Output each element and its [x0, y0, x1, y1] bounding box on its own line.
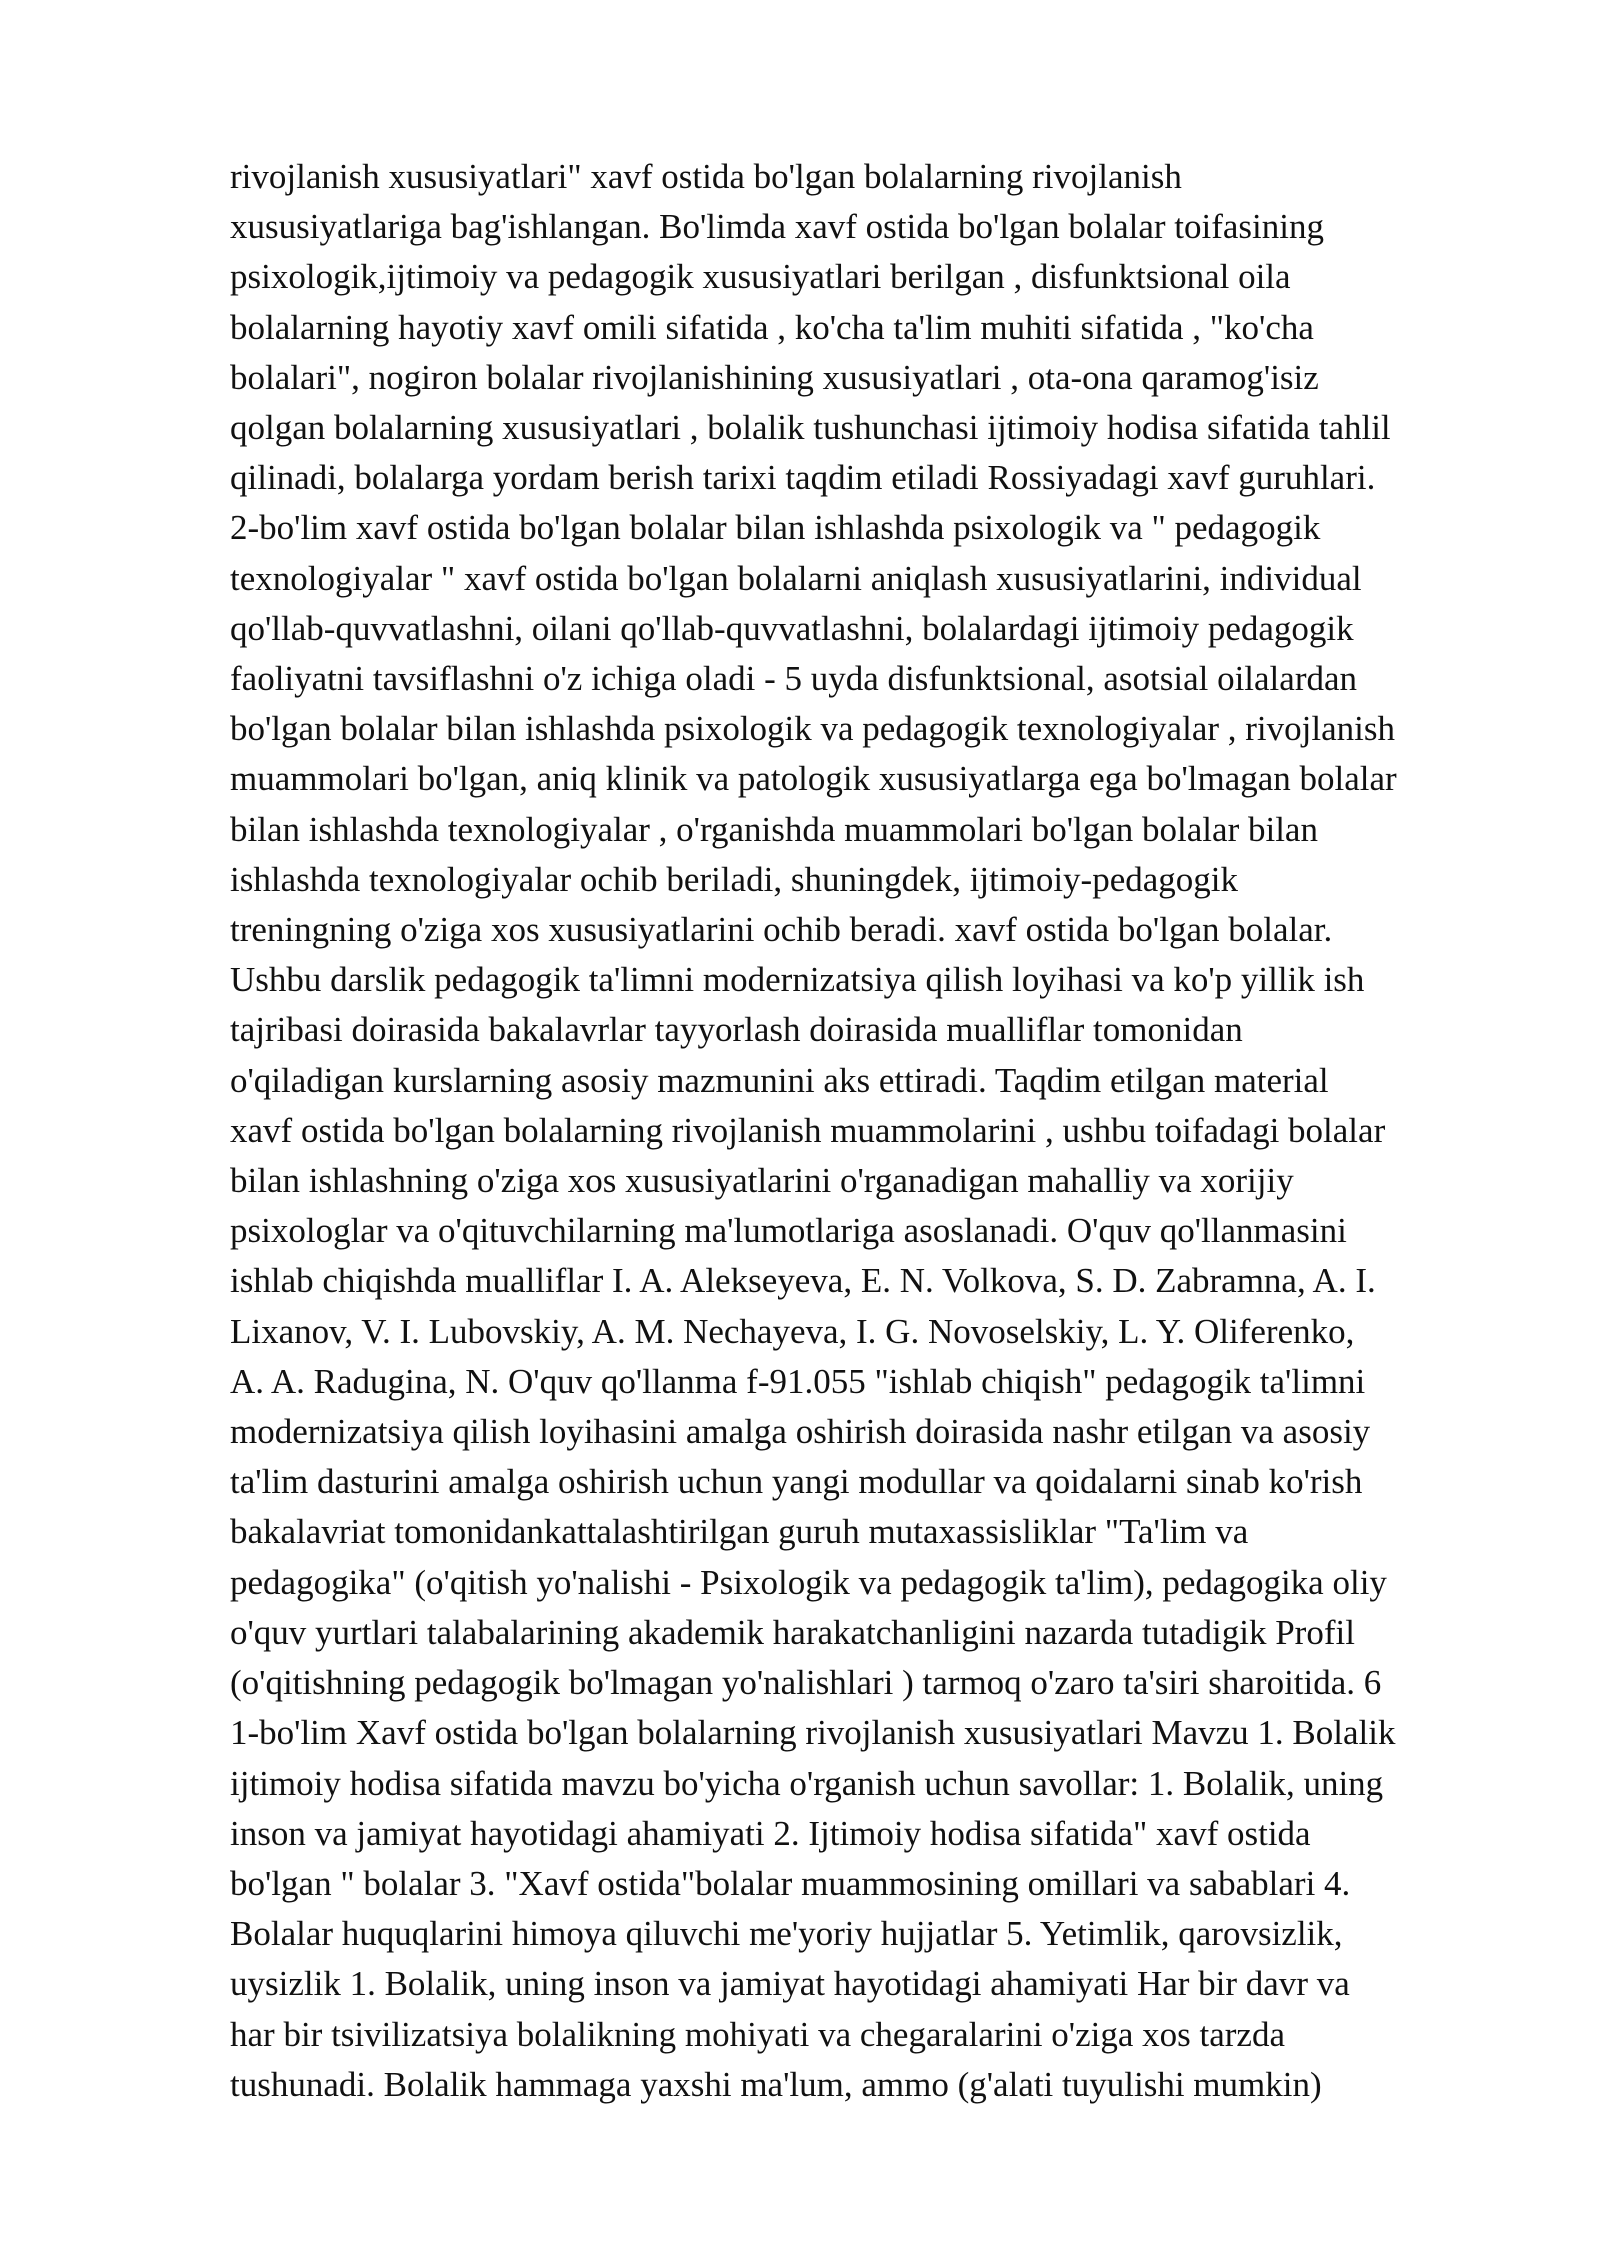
text-line: 1-bo'lim Xavf ostida bo'lgan bolalarning rivojlanish xususiyatlari Mavzu 1. Bolalik: [230, 1713, 1396, 1753]
text-line: har bir tsivilizatsiya bolalikning mohiyati va chegaralarini o'ziga xos tarzda: [230, 2014, 1285, 2054]
text-line: 2-bo'lim xavf ostida bo'lgan bolalar bilan ishlashda psixologik va " pedagogik: [230, 508, 1321, 548]
text-line: bilan ishlashda texnologiyalar , o'rganishda muammolari bo'lgan bolalar bilan: [230, 809, 1318, 849]
text-line: o'qiladigan kurslarning asosiy mazmunini aks ettiradi. Taqdim etilgan material: [230, 1060, 1329, 1100]
text-line: inson va jamiyat hayotidagi ahamiyati 2. Ijtimoiy hodisa sifatida" xavf ostida: [230, 1813, 1311, 1853]
body-text: [230, 152, 1600, 2110]
text-line: psixologik,ijtimoiy va pedagogik xususiyatlari berilgan , disfunktsional oila: [230, 257, 1291, 297]
text-line: bo'lgan " bolalar 3. "Xavf ostida"bolalar muammosining omillari va sabablari 4.: [230, 1863, 1351, 1903]
text-line: qilinadi, bolalarga yordam berish tarixi taqdim etiladi Rossiyadagi xavf guruhlari.: [230, 458, 1376, 498]
text-line: bolalarning hayotiy xavf omili sifatida , ko'cha ta'lim muhiti sifatida , "ko'cha: [230, 307, 1314, 347]
text-line: tajribasi doirasida bakalavrlar tayyorlash doirasida mualliflar tomonidan: [230, 1010, 1243, 1050]
text-line: ijtimoiy hodisa sifatida mavzu bo'yicha o'rganish uchun savollar: 1. Bolalik, uning: [230, 1763, 1384, 1803]
text-line: Bolalar huquqlarini himoya qiluvchi me'yoriy hujjatlar 5. Yetimlik, qarovsizlik,: [230, 1914, 1343, 1954]
text-line: rivojlanish xususiyatlari" xavf ostida bo'lgan bolalarning rivojlanish: [230, 157, 1182, 196]
text-line: texnologiyalar " xavf ostida bo'lgan bolalarni aniqlash xususiyatlarini, individual: [230, 558, 1362, 598]
text-line: (o'qitishning pedagogik bo'lmagan yo'nalishlari ) tarmoq o'zaro ta'siri sharoitida. 6: [230, 1663, 1382, 1703]
text-line: treningning o'ziga xos xususiyatlarini ochib beradi. xavf ostida bo'lgan bolalar.: [230, 910, 1333, 950]
text-line: ishlab chiqishda mualliflar I. A. Alekseyeva, E. N. Volkova, S. D. Zabramna, A. I.: [230, 1261, 1376, 1301]
text-line: Lixanov, V. I. Lubovskiy, A. M. Nechayeva, I. G. Novoselskiy, L. Y. Oliferenko,: [230, 1311, 1355, 1351]
text-line: bilan ishlashning o'ziga xos xususiyatlarini o'rganadigan mahalliy va xorijiy: [230, 1161, 1294, 1201]
text-line: xususiyatlariga bag'ishlangan. Bo'limda xavf ostida bo'lgan bolalar toifasining: [230, 207, 1324, 247]
text-line: uysizlik 1. Bolalik, uning inson va jamiyat hayotidagi ahamiyati Har bir davr va: [230, 1964, 1350, 2004]
text-line: xavf ostida bo'lgan bolalarning rivojlanish muammolarini , ushbu toifadagi bolalar: [230, 1110, 1386, 1150]
text-line: qo'llab-quvvatlashni, oilani qo'llab-quvvatlashni, bolalardagi ijtimoiy pedagogik: [230, 608, 1354, 648]
text-line: muammolari bo'lgan, aniq klinik va patologik xususiyatlarga ega bo'lmagan bolalar: [230, 759, 1397, 799]
text-line: bakalavriat tomonidankattalashtirilgan guruh mutaxassisliklar "Ta'lim va: [230, 1512, 1249, 1552]
text-line: bo'lgan bolalar bilan ishlashda psixologik va pedagogik texnologiyalar , rivojlanish: [230, 709, 1395, 749]
text-line: psixologlar va o'qituvchilarning ma'lumotlariga asoslanadi. O'quv qo'llanmasini: [230, 1211, 1347, 1251]
text-line: bolalari", nogiron bolalar rivojlanishining xususiyatlari , ota-ona qaramog'isiz: [230, 357, 1319, 397]
text-line: o'quv yurtlari talabalarining akademik harakatchanligini nazarda tutadigik Profil: [230, 1612, 1355, 1652]
text-line: faoliyatni tavsiflashni o'z ichiga oladi - 5 uyda disfunktsional, asotsial oilalardan: [230, 659, 1358, 699]
text-line: ishlashda texnologiyalar ochib beriladi, shuningdek, ijtimoiy-pedagogik: [230, 859, 1238, 899]
text-line: pedagogika" (o'qitish yo'nalishi - Psixologik va pedagogik ta'lim), pedagogika oliy: [230, 1562, 1387, 1602]
text-line: qolgan bolalarning xususiyatlari , bolalik tushunchasi ijtimoiy hodisa sifatida tahlil: [230, 408, 1391, 448]
text-line: tushunadi. Bolalik hammaga yaxshi ma'lum, ammo (g'alati tuyulishi mumkin): [230, 2064, 1322, 2104]
text-line: ta'lim dasturini amalga oshirish uchun yangi modullar va qoidalarni sinab ko'rish: [230, 1462, 1363, 1502]
text-line: modernizatsiya qilish loyihasini amalga oshirish doirasida nashr etilgan va asosiy: [230, 1412, 1371, 1452]
text-line: Ushbu darslik pedagogik ta'limni modernizatsiya qilish loyihasi va ko'p yillik ish: [230, 960, 1365, 1000]
text-line: A. A. Radugina, N. O'quv qo'llanma f-91.055 "ishlab chiqish" pedagogik ta'limni: [230, 1361, 1366, 1401]
